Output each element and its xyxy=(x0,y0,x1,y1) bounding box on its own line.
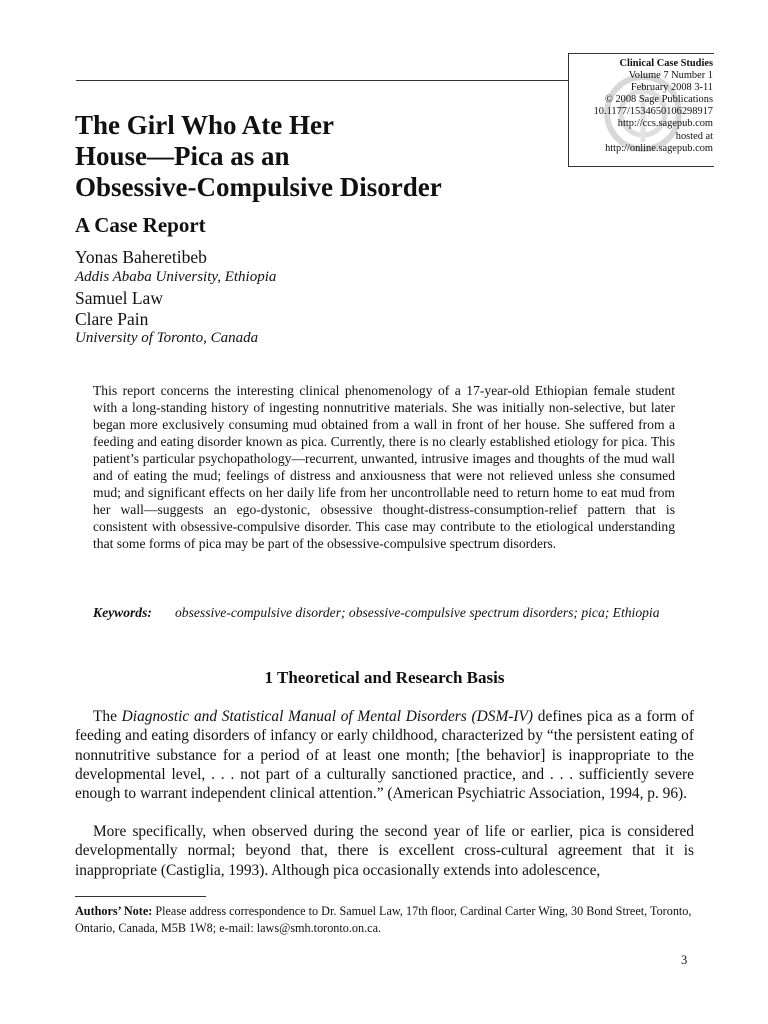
keywords-label: Keywords: xyxy=(93,605,152,620)
section-heading: 1 Theoretical and Research Basis xyxy=(264,668,505,687)
page-number: 3 xyxy=(681,953,688,967)
journal-volume: Volume 7 Number 1 xyxy=(628,70,713,82)
manual-title-italic: Diagnostic and Statistical Manual of Mental Disorders (DSM-IV) xyxy=(121,708,534,725)
author-affiliation: Addis Ababa University, Ethiopia xyxy=(75,269,277,285)
author-name: Yonas Baheretibeb xyxy=(75,247,207,267)
paragraph-text: The xyxy=(93,708,122,725)
article-subtitle: A Case Report xyxy=(75,213,206,237)
journal-date: February 2008 3-11 xyxy=(630,82,713,94)
article-title xyxy=(75,110,545,203)
footnote-rule xyxy=(75,896,206,897)
header-rule xyxy=(76,80,568,81)
keywords-list: obsessive-compulsive disorder; obsessive-compulsive spectrum disorders; pica; Ethiopia xyxy=(175,605,660,620)
body-paragraph: More specifically, when observed during the second year of life or earlier, pica is considered developmentally normal; beyond that, there is excellent cross-cultural agreement that it is inappropriate (Castiglia, 1993). Although pica occasionally extends into adolescence, xyxy=(75,823,694,879)
journal-doi: 10.1177/1534650106298917 xyxy=(593,106,713,118)
authors-note-footnote xyxy=(75,903,694,937)
footnote-text: Please address correspondence to Dr. Samuel Law, 17th floor, Cardinal Carter Wing, 30 Bond Street, Toronto, Ontario, Canada, M5B 1W8; e-mail: laws@smh.toronto.on.ca. xyxy=(75,904,692,935)
author-name: Samuel Law xyxy=(75,288,163,308)
title-line-1: The Girl Who Ate Her xyxy=(75,110,334,140)
journal-host-url-link[interactable]: http://online.sagepub.com xyxy=(605,142,713,154)
author-name: Clare Pain xyxy=(75,309,149,329)
author-affiliation: University of Toronto, Canada xyxy=(75,330,259,346)
journal-copyright: © 2008 Sage Publications xyxy=(604,94,713,106)
keywords xyxy=(93,604,675,621)
footnote-label: Authors’ Note: xyxy=(75,904,153,918)
journal-url-link[interactable]: http://ccs.sagepub.com xyxy=(617,118,713,130)
journal-hosted-label: hosted at xyxy=(675,130,713,142)
paragraph-text: defines pica as a form of feeding and eating disorders of infancy or early childhood, characterized by “the persistent eating of nonnutritive substance for a period of at least one month; [the behavior] is inappropriate to the developmental level, . . . not part of a culturally sanctioned practice, and . . . sufficiently severe enough to warrant independent clinical attention.” (American Psychiatric Association, 1994, p. 96). xyxy=(75,708,694,803)
title-line-3: Obsessive-Compulsive Disorder xyxy=(75,172,442,202)
abstract: This report concerns the interesting clinical phenomenology of a 17-year-old Ethiopian female student with a long-standing history of ingesting nonnutritive materials. She was initially non-selective, but later began more exclusively consuming mud obtained from a wall in front of her house. She suffered from a feeding and eating disorder known as pica. Currently, there is no clearly established etiology for pica. This patient’s particular psychopathology—recurrent, unwanted, intrusive images and thoughts of the mud wall and of eating the mud; feelings of distress and anxiousness that were not relieved unless she consumed mud; and significant effects on her daily life from her uncontrollable need to return home to eat mud from her wall—suggests an ego-dystonic, obsessive thought-distress-consumption-relief pattern that is consistent with obsessive-compulsive disorder. This case may contribute to the etiological understanding that some forms of pica may be part of the obsessive-compulsive spectrum disorders. xyxy=(93,383,675,551)
journal-info xyxy=(563,58,713,155)
body-paragraph xyxy=(75,707,694,803)
title-line-2: House—Pica as an xyxy=(75,141,290,171)
journal-name: Clinical Case Studies xyxy=(619,58,713,69)
